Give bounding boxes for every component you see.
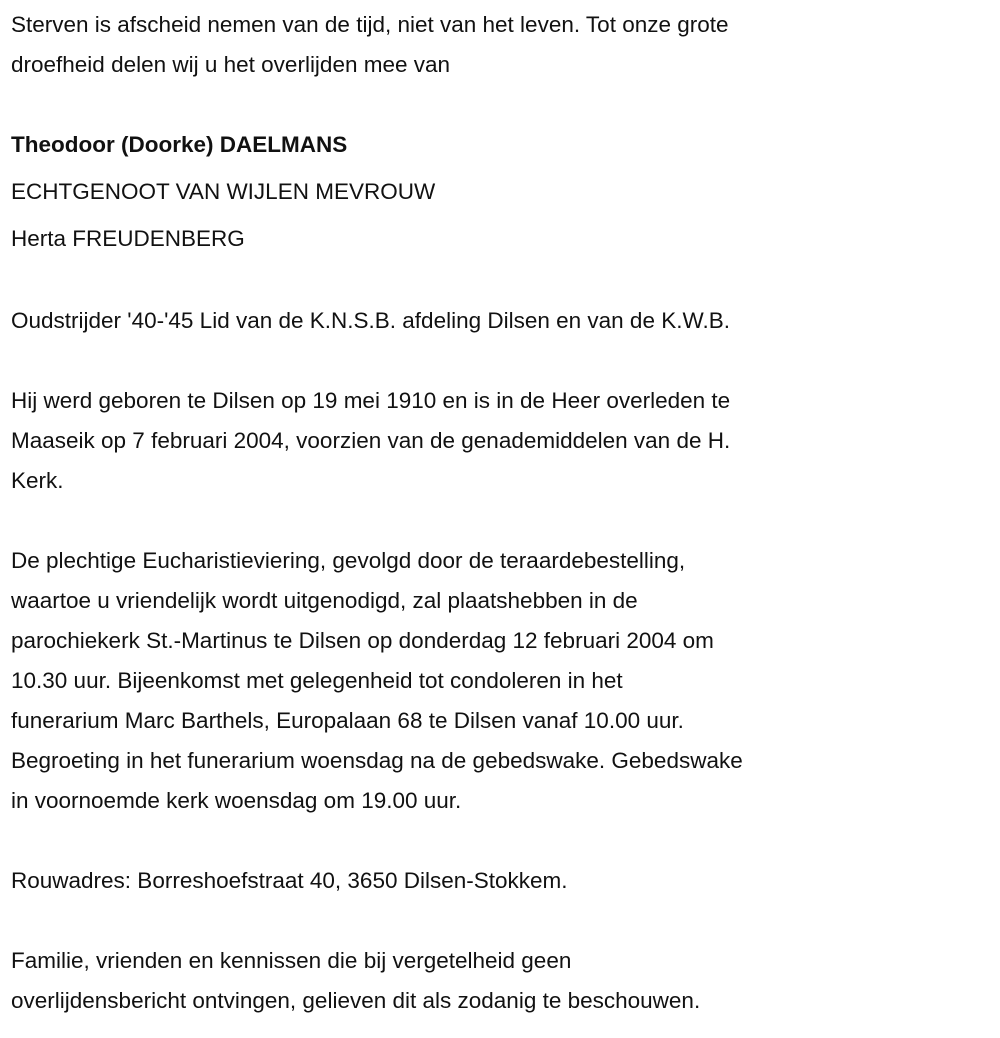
text-line: Sterven is afscheid nemen van de tijd, niet van het leven. Tot onze grote — [11, 12, 729, 37]
spouse-name: Herta FREUDENBERG — [11, 226, 245, 251]
text-line: Familie, vrienden en kennissen die bij vergetelheid geen — [11, 948, 572, 973]
text-line: droefheid delen wij u het overlijden mee van — [11, 52, 451, 77]
text-line: Maaseik op 7 februari 2004, voorzien van de genademiddelen van de H. — [11, 428, 731, 453]
text-line: Rouwadres: Borreshoefstraat 40, 3650 Dilsen-Stokkem. — [11, 868, 568, 893]
text-line: 10.30 uur. Bijeenkomst met gelegenheid tot condoleren in het — [11, 668, 623, 693]
text-line: Hij werd geboren te Dilsen op 19 mei 1910 en is in de Heer overleden te — [11, 388, 731, 413]
intro-paragraph — [11, 5, 1000, 85]
birth-death-paragraph — [11, 381, 1000, 501]
text-line: Oudstrijder '40-'45 Lid van de K.N.S.B. afdeling Dilsen en van de K.W.B. — [11, 308, 730, 333]
text-line: Kerk. — [11, 468, 64, 493]
ceremony-paragraph — [11, 541, 1000, 821]
text-line: parochiekerk St.-Martinus te Dilsen op donderdag 12 februari 2004 om — [11, 628, 714, 653]
closing-paragraph — [11, 941, 1000, 1021]
text-line: overlijdensbericht ontvingen, gelieven dit als zodanig te beschouwen. — [11, 988, 701, 1013]
text-line: waartoe u vriendelijk wordt uitgenodigd, zal plaatshebben in de — [11, 588, 638, 613]
text-line: Begroeting in het funerarium woensdag na de gebedswake. Gebedswake — [11, 748, 743, 773]
address-paragraph — [11, 861, 1000, 901]
text-line: funerarium Marc Barthels, Europalaan 68 te Dilsen vanaf 10.00 uur. — [11, 708, 684, 733]
deceased-block — [11, 125, 1000, 266]
deceased-name: Theodoor (Doorke) DAELMANS — [11, 132, 348, 157]
spouse-label: ECHTGENOOT VAN WIJLEN MEVROUW — [11, 179, 436, 204]
text-line: in voornoemde kerk woensdag om 19.00 uur. — [11, 788, 462, 813]
membership-paragraph — [11, 301, 1000, 341]
text-line: De plechtige Eucharistieviering, gevolgd door de teraardebestelling, — [11, 548, 686, 573]
